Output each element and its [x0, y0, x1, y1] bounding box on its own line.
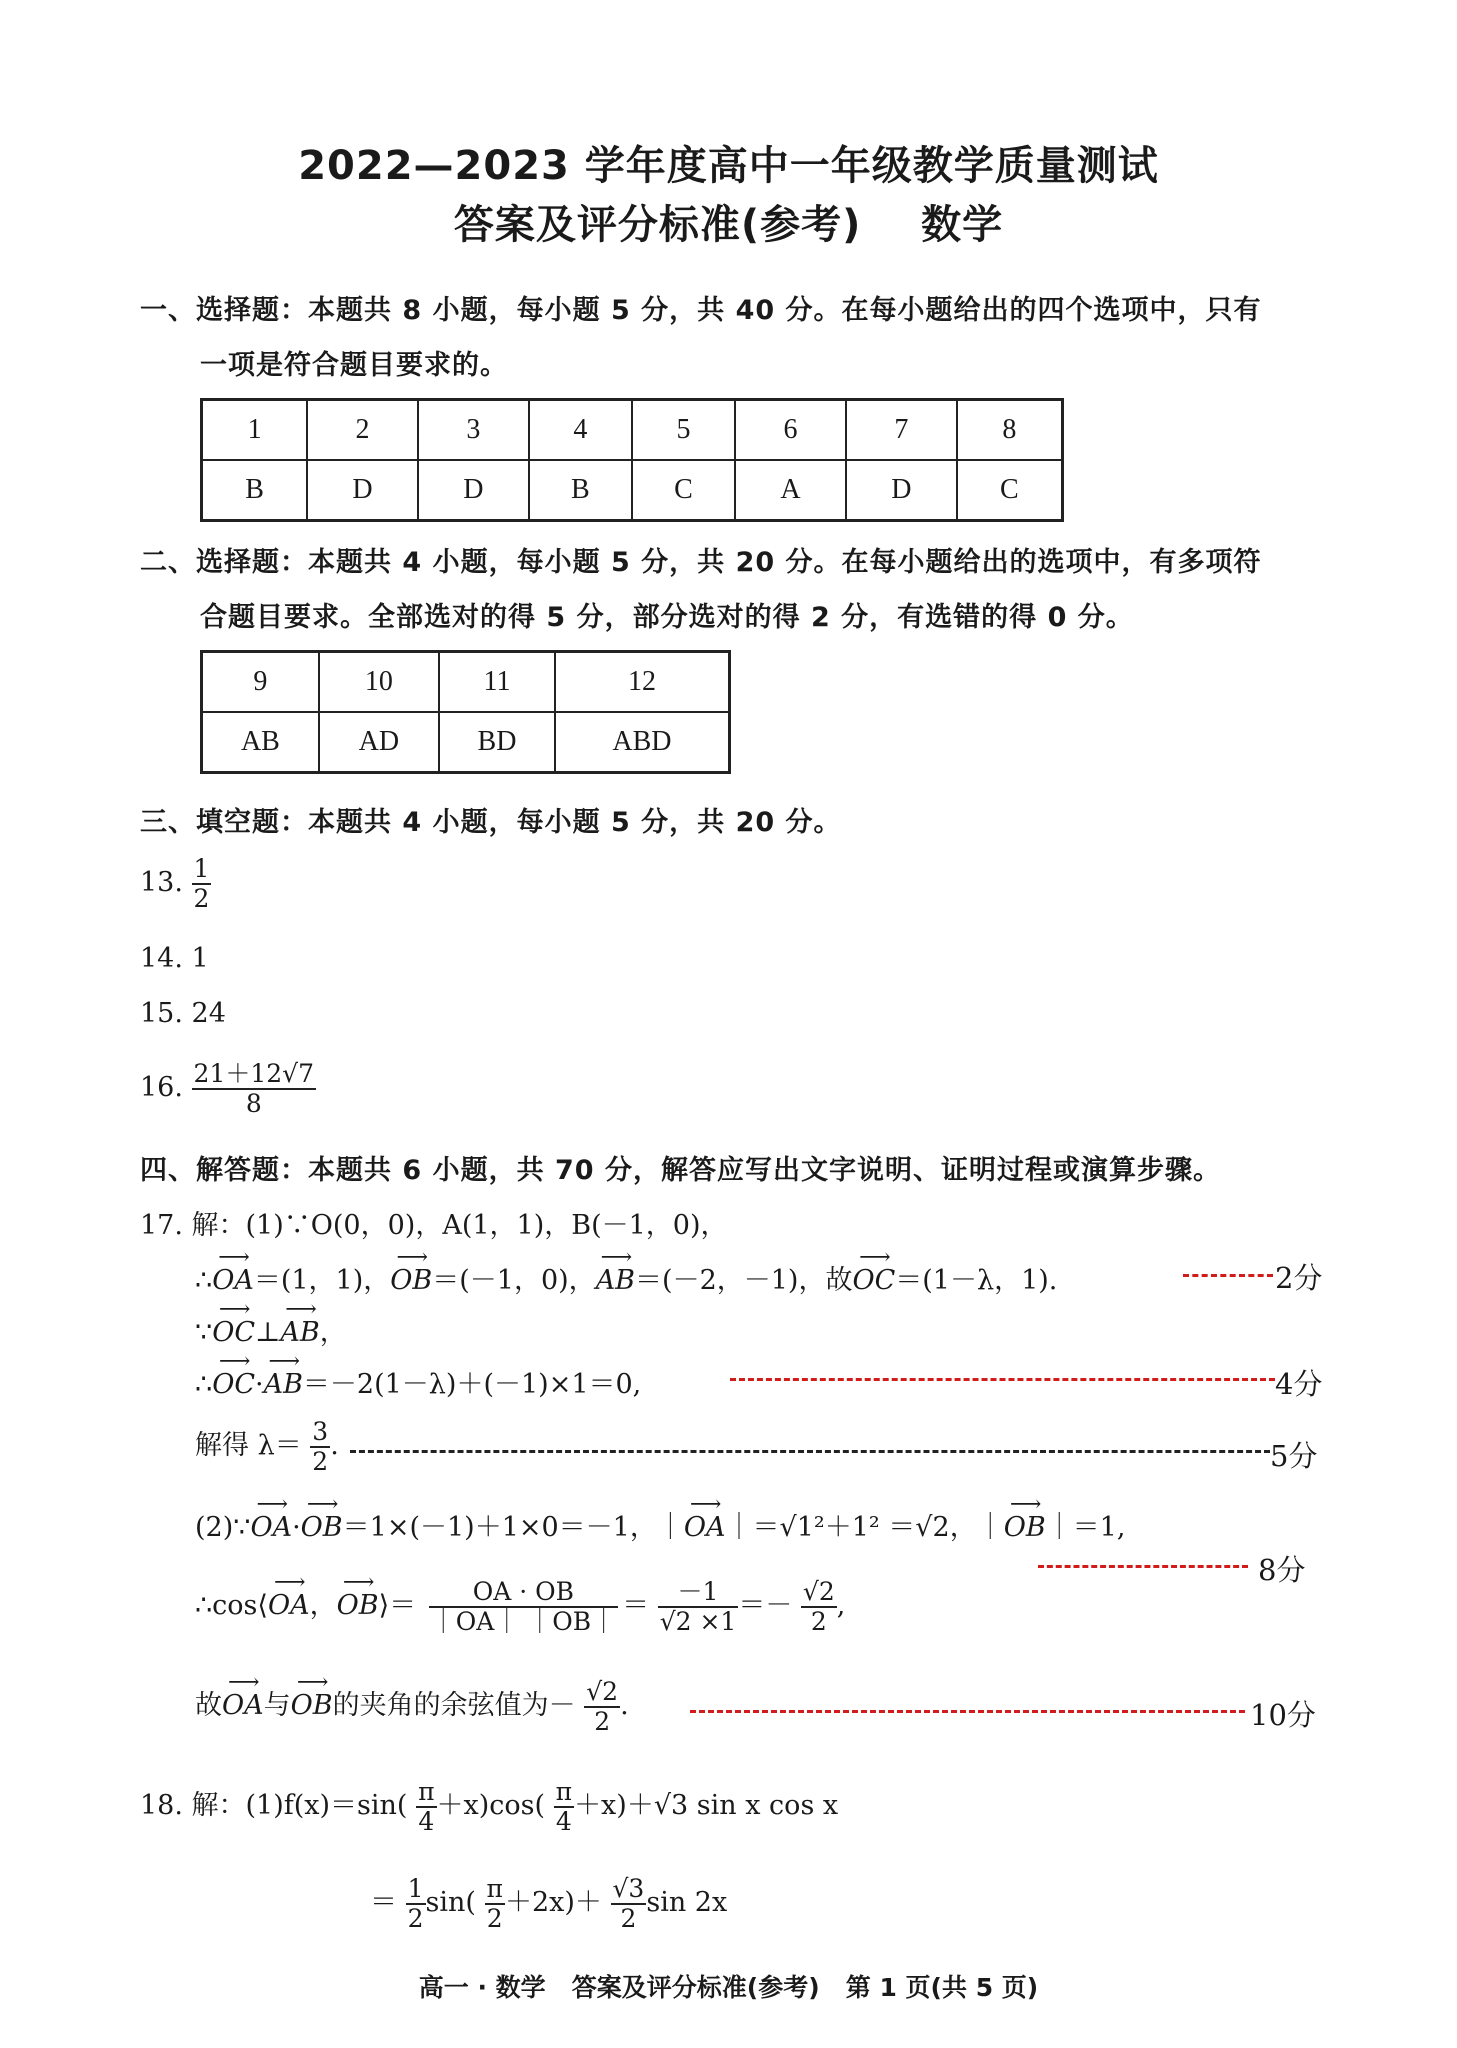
fraction-numerator: －1: [658, 1578, 739, 1608]
fraction-denominator: 2: [312, 1446, 329, 1476]
title-line-1: 2022—2023 学年度高中一年级教学质量测试: [298, 143, 1159, 189]
section2-answer-table: [200, 650, 731, 774]
answer-16: [140, 1060, 316, 1117]
fraction-denominator: √2 ×1: [659, 1606, 737, 1636]
q17-line7: [195, 1578, 845, 1635]
text: ＝(－1，0)，: [432, 1265, 596, 1296]
fraction: [192, 1060, 316, 1117]
vector-ob: ⟶ OB: [291, 1690, 333, 1721]
question-number: 3: [418, 400, 529, 461]
vector-ab: ⟶ AB: [280, 1317, 319, 1348]
answer-cell: C: [957, 460, 1063, 521]
score-leader-line: [730, 1378, 1275, 1381]
answer-cell: AD: [319, 712, 439, 773]
score-leader-line: [1183, 1274, 1273, 1277]
section2-heading-line2: 合题目要求。全部选对的得 5 分，部分选对的得 2 分，有选错的得 0 分。: [200, 602, 1134, 633]
q17-line2: [195, 1258, 1057, 1297]
text: 故: [195, 1690, 222, 1721]
score-4: 4分: [1275, 1367, 1323, 1401]
question-number: 10: [319, 652, 439, 713]
fraction: [801, 1578, 837, 1635]
answer-15: 15. 24: [140, 998, 226, 1029]
text: 解得 λ＝: [195, 1430, 302, 1461]
text: ⟩＝: [378, 1590, 417, 1621]
fraction: [554, 1778, 574, 1835]
fraction-denominator: 2: [193, 883, 210, 913]
text: ,: [836, 1590, 846, 1621]
question-number: 6: [735, 400, 846, 461]
text: ·: [292, 1512, 301, 1543]
answer-cell: A: [735, 460, 846, 521]
q17-line6: [195, 1505, 1125, 1544]
fraction: [429, 1578, 618, 1635]
fraction-numerator: OA · OB: [429, 1578, 618, 1608]
fraction-numerator: π: [418, 1777, 435, 1806]
fraction-denominator: 4: [418, 1806, 435, 1836]
answer-cell: B: [202, 460, 308, 521]
question-number: 8: [957, 400, 1063, 461]
fraction: [310, 1418, 330, 1475]
fraction: [584, 1678, 620, 1735]
fraction-denominator: 8: [245, 1088, 262, 1118]
question-number: 12: [555, 652, 730, 713]
fraction-numerator: √3: [612, 1874, 645, 1903]
question-number: 9: [202, 652, 319, 713]
text: ＝－: [738, 1590, 793, 1621]
answer-13: [140, 855, 211, 912]
answer-cell: BD: [439, 712, 555, 773]
answer-cell: D: [846, 460, 957, 521]
table-row: [202, 460, 1063, 521]
fraction: [485, 1875, 505, 1932]
question-number: 2: [307, 400, 418, 461]
vector-oc: ⟶ OC: [852, 1265, 895, 1296]
answer-cell: D: [307, 460, 418, 521]
vector-ob: ⟶ OB: [337, 1590, 379, 1621]
section1-answer-table: [200, 398, 1064, 522]
table-row: [202, 400, 1063, 461]
score-8: 8分: [1258, 1553, 1306, 1587]
text: (2)∵: [195, 1512, 251, 1543]
vector-oa: ⟶ OA: [268, 1590, 310, 1621]
q18-line1: [140, 1778, 838, 1835]
vector-ob: ⟶ OB: [301, 1512, 343, 1543]
section3-heading: 三、填空题：本题共 4 小题，每小题 5 分，共 20 分。: [140, 807, 842, 838]
text: ＋2x)＋: [504, 1887, 602, 1918]
table-row: [202, 652, 730, 713]
title-line-2: 答案及评分标准(参考) 数学: [453, 202, 1004, 248]
text: ⊥: [254, 1317, 281, 1348]
text: .: [620, 1690, 629, 1721]
text: ∴cos⟨: [195, 1590, 268, 1621]
fraction: [416, 1778, 436, 1835]
fraction-numerator: 21＋12√7: [193, 1059, 315, 1088]
section4-heading: 四、解答题：本题共 6 小题，共 70 分，解答应写出文字说明、证明过程或演算步骤。: [140, 1155, 1221, 1186]
fraction-numerator: √2: [802, 1577, 835, 1606]
fraction-denominator: 2: [486, 1903, 503, 1933]
text: 与: [263, 1690, 291, 1721]
score-5: 5分: [1270, 1439, 1318, 1473]
text: ＝: [622, 1590, 650, 1621]
text: ∵: [195, 1317, 213, 1348]
section1-heading-line1: 一、选择题：本题共 8 小题，每小题 5 分，共 40 分。在每小题给出的四个选项中，只有: [140, 295, 1262, 326]
question-number: 4: [529, 400, 632, 461]
score-10: 10分: [1250, 1698, 1316, 1732]
q17-line3: [195, 1310, 347, 1349]
section2-heading-line1: 二、选择题：本题共 4 小题，每小题 5 分，共 20 分。在每小题给出的选项中，有多项符: [140, 547, 1262, 578]
fraction-numerator: π: [555, 1777, 573, 1806]
fraction-denominator: 2: [407, 1903, 424, 1933]
text: 的夹角的余弦值为－: [332, 1690, 576, 1721]
text: ＝(1，1)，: [253, 1265, 391, 1296]
answer-cell: C: [632, 460, 735, 521]
answer-cell: D: [418, 460, 529, 521]
text: ，: [319, 1317, 347, 1348]
text: ｜＝1,: [1045, 1512, 1126, 1543]
fraction-denominator: ｜OA｜ ｜OB｜: [430, 1606, 617, 1636]
vector-ob: ⟶ OB: [1004, 1512, 1046, 1543]
text: sin 2x: [646, 1887, 728, 1918]
vector-oa: ⟶ OA: [684, 1512, 726, 1543]
fraction-denominator: 4: [555, 1806, 572, 1836]
vector-oc: ⟶ OC: [212, 1369, 255, 1400]
text: ＋x)＋√3 sin x cos x: [574, 1790, 839, 1821]
text: sin(: [425, 1887, 476, 1918]
fraction-numerator: 1: [193, 854, 210, 883]
fraction: [611, 1875, 647, 1932]
fraction-denominator: 2: [810, 1606, 827, 1636]
answer-cell: ABD: [555, 712, 730, 773]
text: ＝: [370, 1887, 397, 1918]
q17-line1: 17. 解：(1)∵O(0，0)，A(1，1)，B(－1，0)，: [140, 1210, 728, 1241]
fraction: [406, 1875, 426, 1932]
vector-ob: ⟶ OB: [390, 1265, 432, 1296]
text: ｜＝√1²＋1² ＝√2，｜: [725, 1512, 1004, 1543]
score-leader-line: [1038, 1565, 1248, 1568]
q17-line4: [195, 1362, 641, 1401]
vector-ab: ⟶ AB: [264, 1369, 303, 1400]
vector-oa: ⟶ OA: [250, 1512, 292, 1543]
score-2: 2分: [1275, 1261, 1323, 1295]
table-row: [202, 712, 730, 773]
fraction: [192, 855, 212, 912]
text: .: [330, 1430, 339, 1461]
fraction-numerator: √2: [586, 1677, 619, 1706]
fraction-numerator: 3: [312, 1417, 329, 1446]
vector-ab: ⟶ AB: [596, 1265, 635, 1296]
fraction-denominator: 2: [620, 1903, 637, 1933]
question-number: 5: [632, 400, 735, 461]
answer-cell: AB: [202, 712, 319, 773]
question-number: 1: [202, 400, 308, 461]
text: ＝(－2，－1)，故: [635, 1265, 853, 1296]
answer-14: 14. 1: [140, 943, 209, 974]
section1-heading-line2: 一项是符合题目要求的。: [200, 350, 508, 381]
fraction-numerator: π: [486, 1874, 503, 1903]
answer-13-label: 13.: [140, 867, 183, 898]
q17-line5: [195, 1418, 339, 1475]
answer-16-label: 16.: [140, 1072, 183, 1103]
vector-oc: ⟶ OC: [212, 1317, 255, 1348]
text: ＋x)cos(: [436, 1790, 546, 1821]
fraction-numerator: 1: [407, 1874, 424, 1903]
fraction-denominator: 2: [594, 1706, 611, 1736]
q17-line8: [195, 1678, 629, 1735]
text: ∴: [195, 1369, 213, 1400]
text: 18. 解：(1)f(x)＝sin(: [140, 1790, 408, 1821]
page-footer: 高一 · 数学 答案及评分标准(参考) 第 1 页(共 5 页): [418, 1973, 1039, 2002]
text: ，: [309, 1590, 337, 1621]
text: ·: [254, 1369, 264, 1400]
score-leader-line: [690, 1710, 1245, 1713]
text: ＝－2(1－λ)＋(－1)×1＝0,: [302, 1369, 642, 1400]
text: ∴: [195, 1265, 213, 1296]
vector-oa: ⟶ OA: [212, 1265, 254, 1296]
answer-cell: B: [529, 460, 632, 521]
score-leader-line: [350, 1450, 1270, 1453]
vector-oa: ⟶ OA: [222, 1690, 264, 1721]
text: ＝1×(－1)＋1×0＝－1，｜: [342, 1512, 684, 1543]
fraction: [658, 1578, 739, 1635]
question-number: 11: [439, 652, 555, 713]
question-number: 7: [846, 400, 957, 461]
text: ＝(1－λ，1).: [895, 1265, 1058, 1296]
q18-line2: [370, 1875, 727, 1932]
